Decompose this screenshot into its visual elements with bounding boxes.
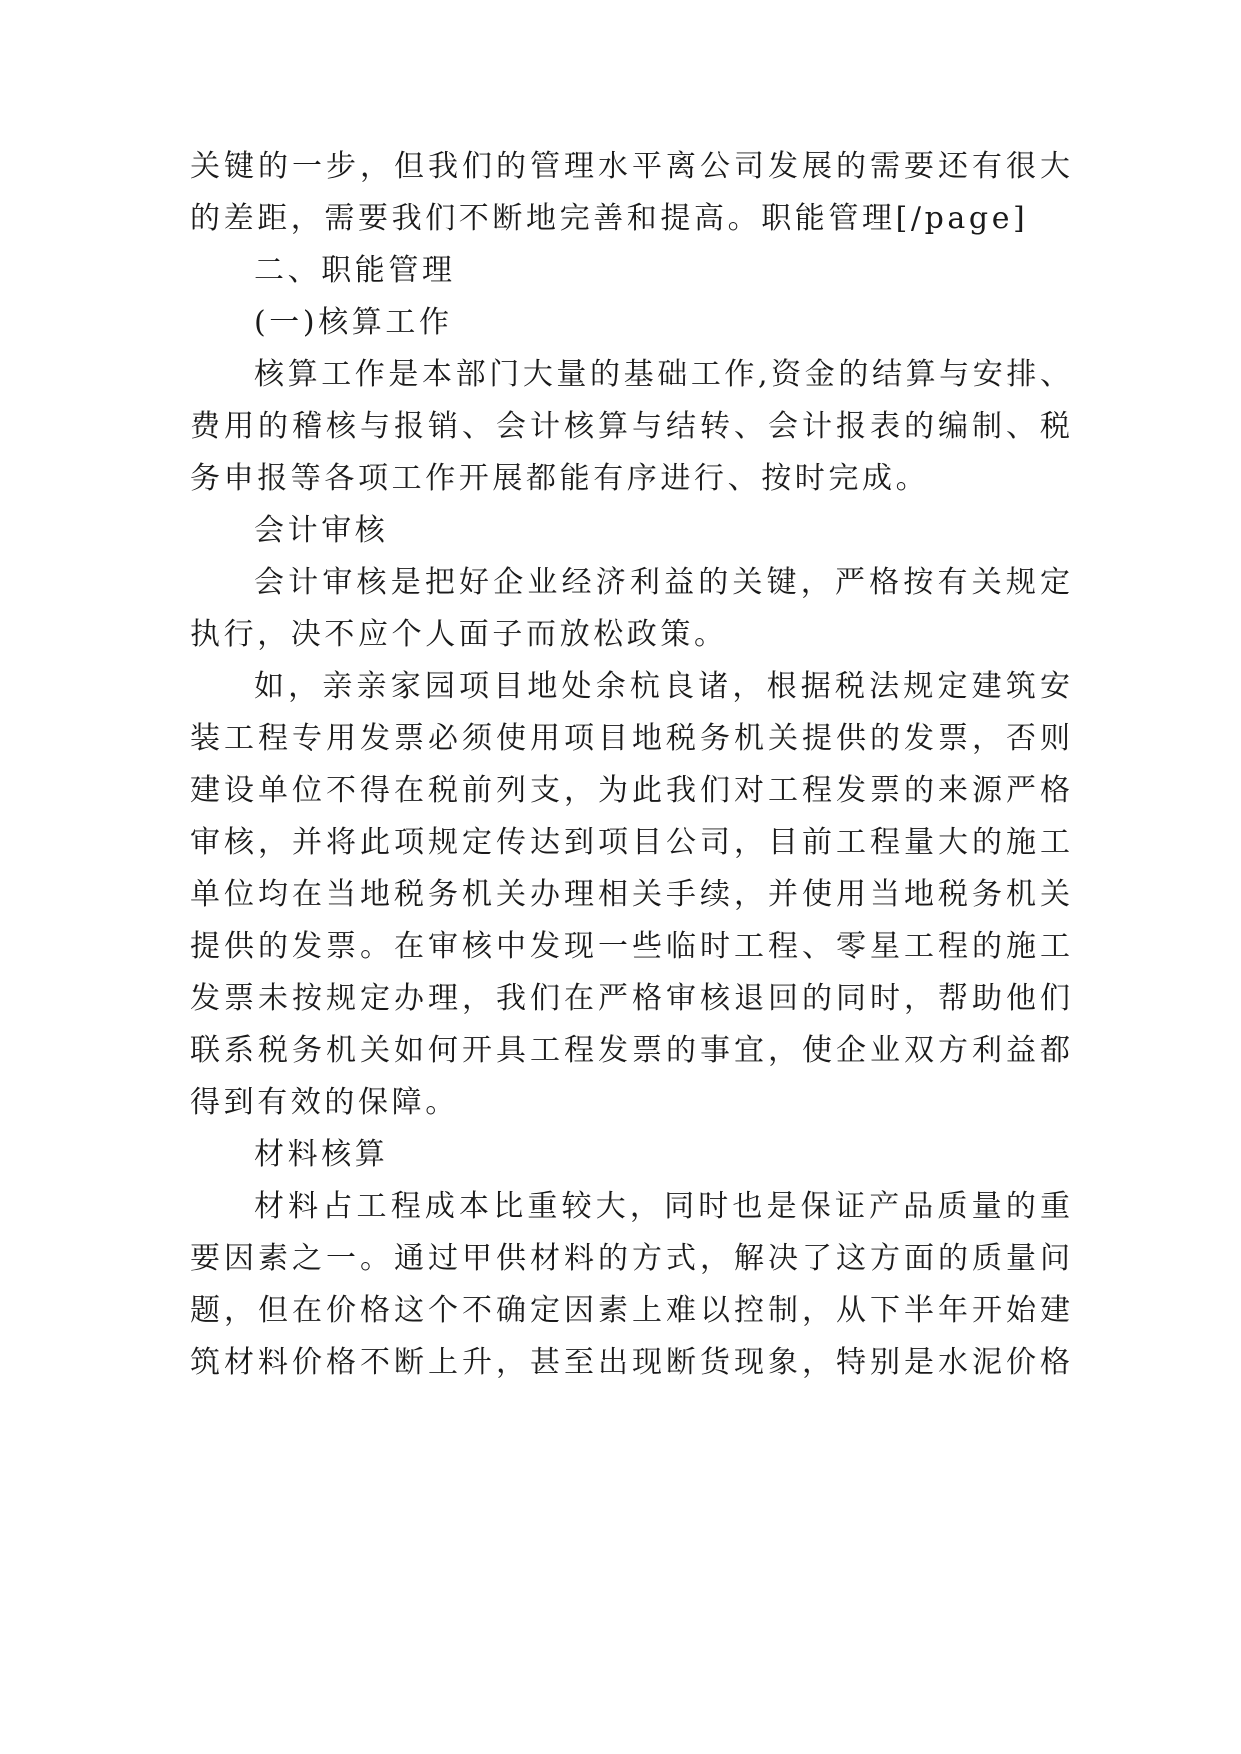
text-line: 联系税务机关如何开具工程发票的事宜，使企业双方利益都: [190, 1033, 1070, 1068]
text-line: 题，但在价格这个不确定因素上难以控制，从下半年开始建: [190, 1293, 1070, 1328]
text-line: 材料占工程成本比重较大，同时也是保证产品质量的重: [254, 1189, 1070, 1224]
text-line: 要因素之一。通过甲供材料的方式，解决了这方面的质量问: [190, 1241, 1070, 1276]
section-heading: 二、职能管理: [254, 253, 456, 288]
subsection-heading: 材料核算: [254, 1137, 389, 1172]
text-line: 务申报等各项工作开展都能有序进行、按时完成。: [190, 461, 930, 496]
text-line: 关键的一步，但我们的管理水平离公司发展的需要还有很大: [190, 149, 1070, 184]
text-line: 提供的发票。在审核中发现一些临时工程、零星工程的施工: [190, 929, 1070, 964]
text-line: 发票未按规定办理，我们在严格审核退回的同时，帮助他们: [190, 981, 1070, 1016]
text-line: 单位均在当地税务机关办理相关手续，并使用当地税务机关: [190, 877, 1070, 912]
text-line: 核算工作是本部门大量的基础工作,资金的结算与安排、: [254, 357, 1070, 392]
text-line: 费用的稽核与报销、会计核算与结转、会计报表的编制、税: [190, 409, 1070, 444]
text-line: 得到有效的保障。: [190, 1085, 459, 1120]
text-line: 会计审核是把好企业经济利益的关键，严格按有关规定: [254, 565, 1070, 600]
text-line: 筑材料价格不断上升，甚至出现断货现象，特别是水泥价格: [190, 1345, 1070, 1380]
text-line: 审核，并将此项规定传达到项目公司，目前工程量大的施工: [190, 825, 1070, 860]
text-line: 建设单位不得在税前列支，为此我们对工程发票的来源严格: [190, 773, 1070, 808]
text-line: 执行，决不应个人面子而放松政策。: [190, 617, 728, 652]
text-line: 如，亲亲家园项目地处余杭良诸，根据税法规定建筑安: [254, 669, 1070, 704]
subsection-heading: (一)核算工作: [254, 305, 453, 340]
subsection-heading: 会计审核: [254, 513, 389, 548]
text-line: 的差距，需要我们不断地完善和提高。职能管理[/page]: [190, 201, 1029, 236]
text-line: 装工程专用发票必须使用项目地税务机关提供的发票，否则: [190, 721, 1070, 756]
